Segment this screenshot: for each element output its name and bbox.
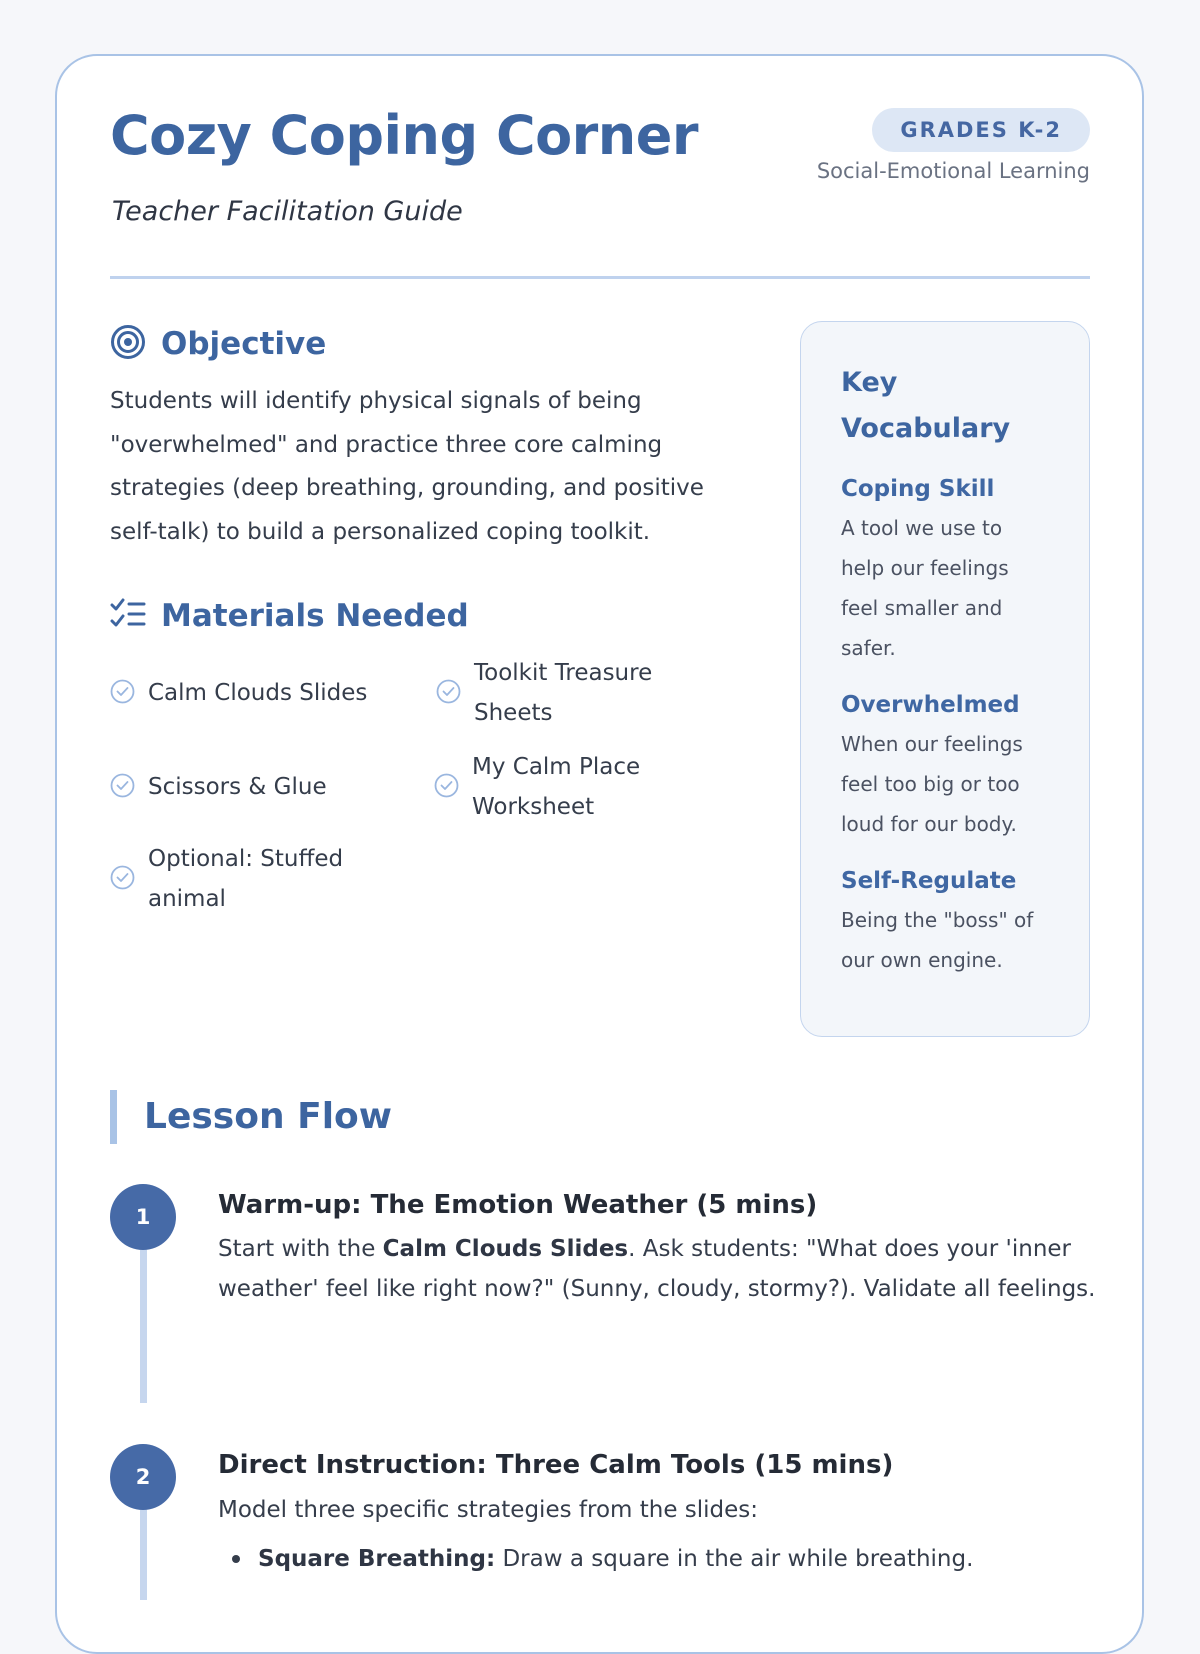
material-item [110, 767, 393, 807]
page-title: Cozy Coping Corner [110, 104, 699, 167]
step-title: Direct Instruction: Three Calm Tools (15 mins) [218, 1450, 894, 1480]
material-item [434, 747, 687, 827]
vocabulary-panel [800, 321, 1090, 1037]
step-connector [140, 1250, 147, 1403]
objective-heading [110, 324, 326, 364]
material-item [110, 673, 393, 713]
vocabulary-heading: Key Vocabulary [841, 367, 1011, 444]
material-item [110, 839, 378, 919]
objective-heading-label: Objective [161, 326, 327, 362]
step-body-text: . Ask students: "What does your 'inner weather' feel like right now?" (Sunny, cloudy, stormy?). Validate all feelings. [218, 1236, 1096, 1302]
material-label: Scissors & Glue [148, 774, 327, 800]
lesson-flow-heading: Lesson Flow [144, 1096, 393, 1137]
vocab-term: Overwhelmed [841, 692, 1020, 718]
step-number-badge: 1 [110, 1184, 176, 1250]
check-circle-icon [434, 773, 459, 802]
step-title: Warm-up: The Emotion Weather (5 mins) [218, 1190, 818, 1220]
check-circle-icon [110, 679, 135, 708]
material-label: Optional: Stuffed animal [148, 846, 344, 912]
bullet-emphasis: Square Breathing: [258, 1546, 496, 1572]
step-body-text: Start with the [218, 1236, 383, 1262]
material-label: My Calm Place Worksheet [472, 754, 641, 820]
step-body-emphasis: Calm Clouds Slides [382, 1236, 629, 1262]
checklist-icon [110, 597, 146, 635]
vocab-term: Self-Regulate [841, 868, 1017, 894]
bullet-body: Draw a square in the air while breathing. [495, 1546, 974, 1572]
check-circle-icon [436, 679, 461, 708]
bullet-dot [232, 1555, 240, 1563]
step-body [218, 1229, 1098, 1309]
check-circle-icon [110, 773, 135, 802]
step-connector [140, 1510, 147, 1600]
page-subtitle: Teacher Facilitation Guide [112, 196, 463, 227]
subject-label: Social-Emotional Learning [816, 159, 1090, 183]
material-item [436, 653, 689, 733]
materials-heading [110, 597, 469, 635]
step-bullet [232, 1546, 973, 1572]
vocab-definition: A tool we use to help our feelings feel smaller and safer. [841, 516, 1009, 660]
bullet-text [258, 1546, 973, 1572]
vocab-term: Coping Skill [841, 476, 995, 502]
target-icon [110, 324, 146, 364]
lesson-flow-accent-bar [110, 1090, 117, 1144]
material-label: Toolkit Treasure Sheets [474, 660, 653, 726]
grade-badge: GRADES K-2 [872, 108, 1090, 152]
step-number-badge: 2 [110, 1444, 176, 1510]
check-circle-icon [110, 865, 135, 894]
header-divider [110, 276, 1090, 279]
step-body: Model three specific strategies from the slides: [218, 1497, 759, 1523]
materials-heading-label: Materials Needed [161, 598, 469, 634]
objective-text: Students will identify physical signals of being "overwhelmed" and practice three core calming strategies (deep breathing, grounding, and positive self-talk) to build a personalized coping toolkit. [110, 388, 704, 545]
material-label: Calm Clouds Slides [148, 680, 368, 706]
vocab-definition: Being the "boss" of our own engine. [841, 908, 1034, 972]
vocab-definition: When our feelings feel too big or too loud for our body. [841, 732, 1023, 836]
